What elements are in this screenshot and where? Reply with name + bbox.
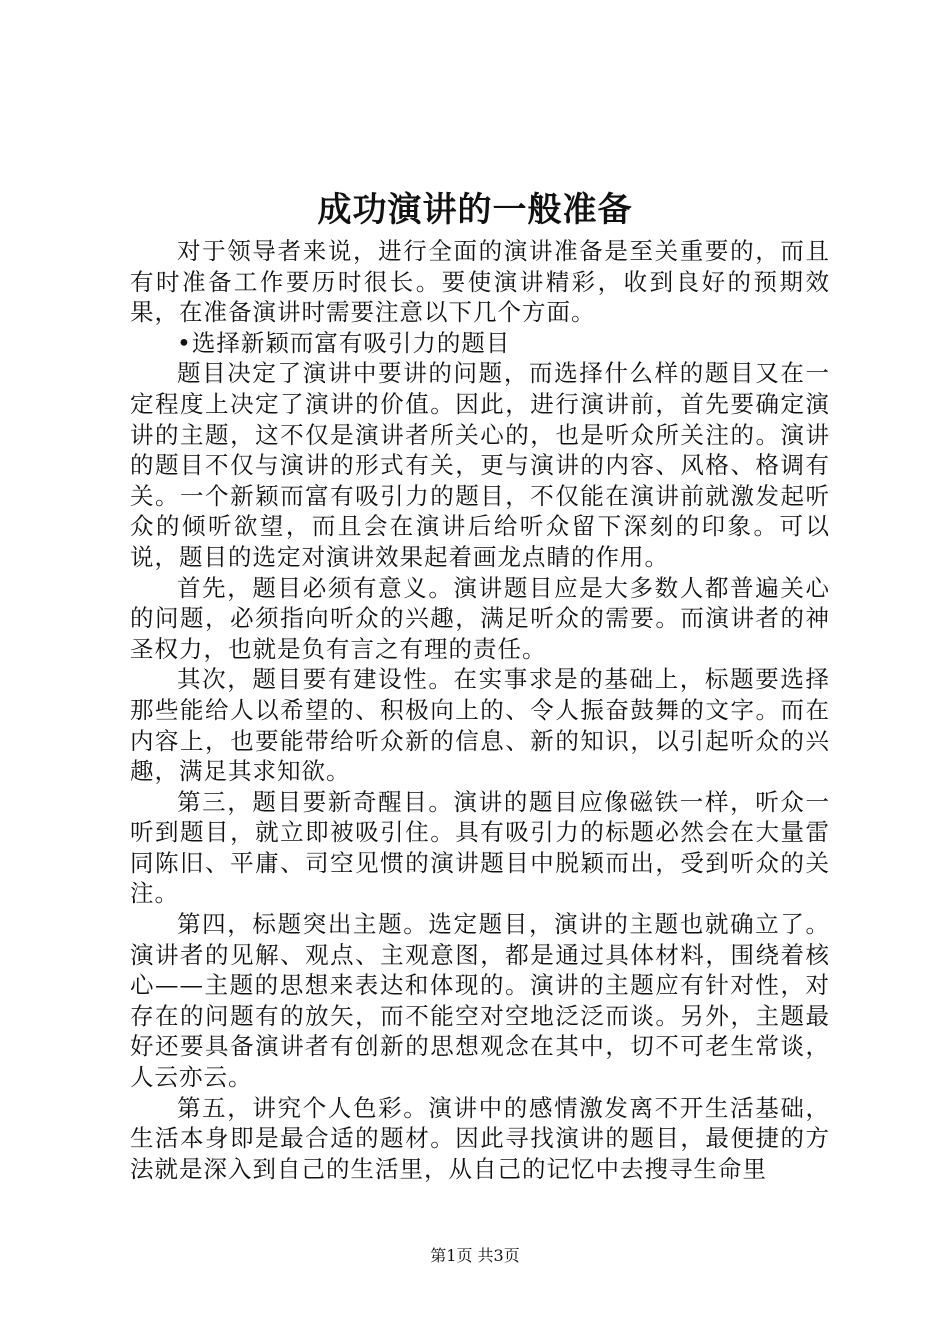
page-footer: 第1页 共3页 <box>430 1246 520 1265</box>
paragraph-intro: 对于领导者来说，进行全面的演讲准备是至关重要的，而且有时准备工作要历时很长。要使演讲精彩，收到良好的预期效果，在准备演讲时需要注意以下几个方面。 <box>130 237 830 327</box>
section-heading-topic: •选择新颖而富有吸引力的题目 <box>177 328 511 357</box>
paragraph-first: 首先，题目必须有意义。演讲题目应是大多数人都普遍关心的问题，必须指向听众的兴趣，满足听众的需要。而演讲者的神圣权力，也就是负有言之有理的责任。 <box>130 573 830 663</box>
paragraph-topic: 题目决定了演讲中要讲的问题，而选择什么样的题目又在一定程度上决定了演讲的价值。因此，进行演讲前，首先要确定演讲的主题，这不仅是演讲者所关心的，也是听众所关注的。演讲的题目不仅与演讲的形式有关，更与演讲的内容、风格、格调有关。一个新颖而富有吸引力的题目，不仅能在演讲前就激发起听众的倾听欲望，而且会在演讲后给听众留下深刻的印象。可以说，题目的选定对演讲效果起着画龙点睛的作用。 <box>130 359 830 571</box>
paragraph-second: 其次，题目要有建设性。在实事求是的基础上，标题要选择那些能给人以希望的、积极向上的、令人振奋鼓舞的文字。而在内容上，也要能带给听众新的信息、新的知识，以引起听众的兴趣，满足其求知欲。 <box>130 665 830 786</box>
document-body <box>130 236 830 1184</box>
paragraph-third: 第三，题目要新奇醒目。演讲的题目应像磁铁一样，听众一听到题目，就立即被吸引住。具有吸引力的标题必然会在大量雷同陈旧、平庸、司空见惯的演讲题目中脱颖而出，受到听众的关注。 <box>130 787 830 908</box>
paragraph-fifth: 第五，讲究个人色彩。演讲中的感情激发离不开生活基础，生活本身即是最合适的题材。因此寻找演讲的题目，最便捷的方法就是深入到自己的生活里，从自己的记忆中去搜寻生命里 <box>130 1093 830 1183</box>
paragraph-fourth: 第四，标题突出主题。选定题目，演讲的主题也就确立了。演讲者的见解、观点、主观意图，都是通过具体材料，围绕着核心——主题的思想来表达和体现的。演讲的主题应有针对性，对存在的问题有的放矢，而不能空对空地泛泛而谈。另外，主题最好还要具备演讲者有创新的思想观念在其中，切不可老生常谈，人云亦云。 <box>130 910 830 1092</box>
document-title: 成功演讲的一般准备 <box>317 190 633 230</box>
